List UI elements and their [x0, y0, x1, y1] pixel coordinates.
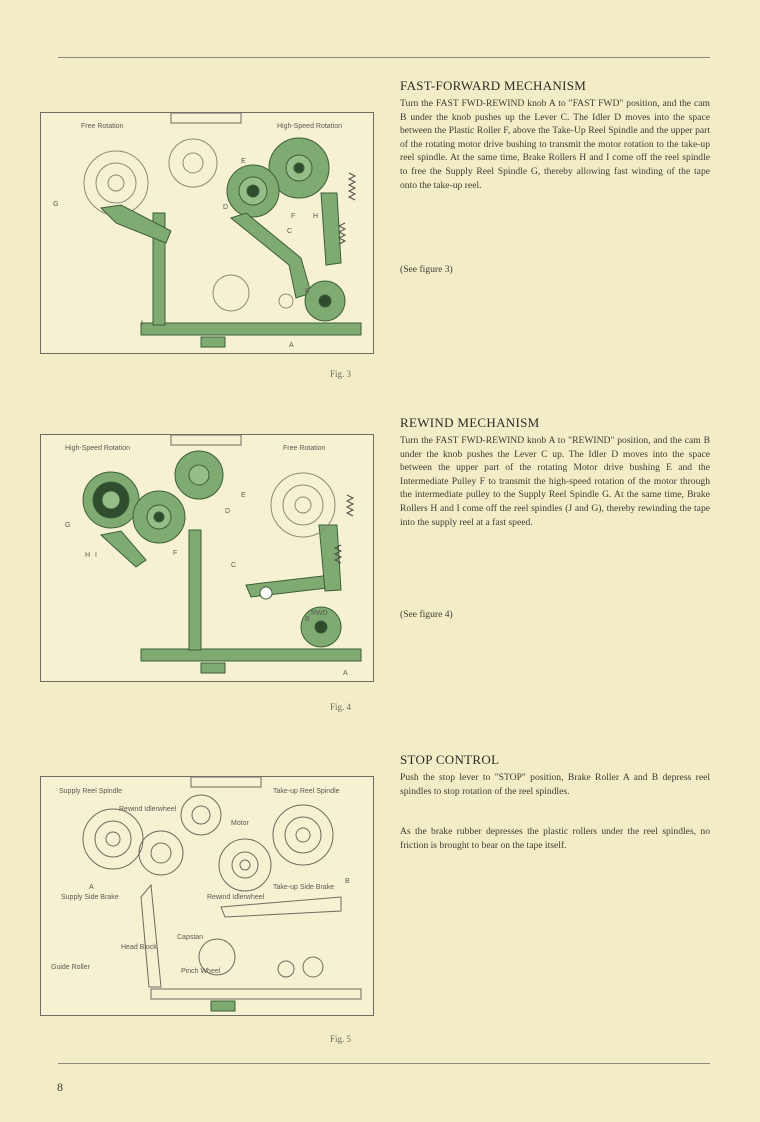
see-figure-3: (See figure 3) — [400, 264, 453, 275]
section-title-fast-forward: FAST-FORWARD MECHANISM — [400, 78, 587, 93]
figure-4-mechanism — [41, 435, 373, 681]
letter-e: E — [241, 158, 246, 165]
green-mechanism — [83, 451, 361, 661]
figure-5-mechanism — [41, 777, 373, 1015]
label-free-rotation: Free Rotation — [283, 445, 326, 452]
label-high-speed-rotation: High-Speed Rotation — [65, 445, 130, 452]
letter-h: H — [313, 213, 319, 220]
label-guide-roller: Guide Roller — [51, 964, 90, 971]
takeup-reel — [271, 473, 335, 537]
label-takeup-brake: Take-up Side Brake — [273, 884, 335, 891]
see-figure-4: (See figure 4) — [400, 609, 453, 620]
top-tab — [171, 435, 241, 445]
section-body-rewind: Turn the FAST FWD-REWIND knob A to "REWIND" position, and the cam B under the knob pushes the Lever C up. The Idler D moves into the space between the upper part of the rotating Motor drive bushing E and the Intermediate Pulley F to transmit the high-speed rotation of the motor through the intermediate pulley to the Supply Reel Spindle G. At the same time, Brake Rollers H and I come off the reel spindles (J and G), thereby rewinding the tape into the supply reel at a fast speed. — [400, 435, 710, 528]
label-motor: Motor — [231, 820, 249, 827]
section-body-stop-2: As the brake rubber depresses the plastic rollers under the reel spindles, no friction is brought to bear on the tape itself. — [400, 826, 710, 851]
knob — [201, 337, 225, 347]
letter-g: G — [65, 522, 71, 529]
label-high-speed-rotation: High-Speed Rotation — [277, 123, 342, 130]
figure-4-diagram — [40, 434, 374, 682]
top-tab — [191, 777, 261, 787]
label-pinch-wheel: Pinch Wheel — [181, 968, 221, 975]
letter-c: C — [231, 562, 237, 569]
section-body-fast-forward: Turn the FAST FWD-REWIND knob A to "FAST FWD" position, and the cam B under the knob pushes up the Lever C. The Idler D moves into the space between the Plastic Roller F, above the Take-Up Reel Spindle and the upper part of the rotating motor drive bushing to transmit the motor rotation to the take-up reel spindle. At the same time, Brake Rollers H and I come off the reel spindle to free the Supply Reel Spindle G, thereby allowing fast winding of the tape onto the take-up reel. — [400, 98, 710, 191]
spring-right — [339, 173, 355, 244]
label-head-block: Head Block — [121, 944, 157, 951]
letter-e: E — [241, 492, 246, 499]
label-takeup-spindle: Take-up Reel Spindle — [273, 788, 340, 795]
figure-3-diagram — [40, 112, 374, 354]
label-supply-spindle: Supply Reel Spindle — [59, 788, 123, 795]
section-body-stop: Push the stop lever to "STOP" position, Brake Roller A and B depress reel spindles to stop rotation of the reel spindles. — [400, 772, 710, 797]
middle-gear — [169, 139, 217, 187]
label-rewind-idler-bottom: Rewind Idlerwheel — [207, 894, 265, 901]
letter-a: A — [289, 342, 294, 349]
label-rwd: RWD — [311, 610, 328, 617]
label-free-rotation: Free Rotation — [81, 123, 124, 130]
label-capstan: Capstan — [177, 934, 204, 941]
intermediate-pulley — [260, 587, 272, 599]
letter-a: A — [89, 884, 94, 891]
letter-g: G — [53, 201, 59, 208]
label-supply-brake: Supply Side Brake — [61, 894, 119, 901]
page-number: 8 — [57, 1080, 63, 1094]
letter-b: B — [305, 616, 310, 623]
knob — [211, 1001, 235, 1011]
letter-c: C — [287, 228, 293, 235]
bottom-rule — [58, 1063, 710, 1064]
letter-h: H — [85, 552, 91, 559]
section-title-rewind: REWIND MECHANISM — [400, 415, 540, 430]
knob — [201, 663, 225, 673]
letter-b: B — [305, 288, 310, 295]
letter-a: A — [343, 670, 348, 677]
letter-d: D — [223, 204, 229, 211]
letter-i: I — [141, 320, 143, 327]
figure-5-diagram — [40, 776, 374, 1016]
pulley-circles — [213, 275, 293, 311]
top-tab — [171, 113, 241, 123]
figure-3-mechanism — [41, 113, 373, 353]
letter-f: F — [291, 213, 296, 220]
top-rule — [58, 57, 710, 58]
figure-3-caption: Fig. 3 — [330, 369, 352, 379]
label-rewind-idler-top: Rewind Idlerwheel — [119, 806, 177, 813]
letter-d: D — [225, 508, 231, 515]
letter-i: I — [95, 552, 97, 559]
figure-5-caption: Fig. 5 — [330, 1034, 352, 1044]
letter-b: B — [345, 878, 350, 885]
figure-4-caption: Fig. 4 — [330, 702, 352, 712]
green-mechanism — [101, 138, 361, 335]
section-title-stop: STOP CONTROL — [400, 752, 500, 767]
letter-f: F — [173, 550, 178, 557]
